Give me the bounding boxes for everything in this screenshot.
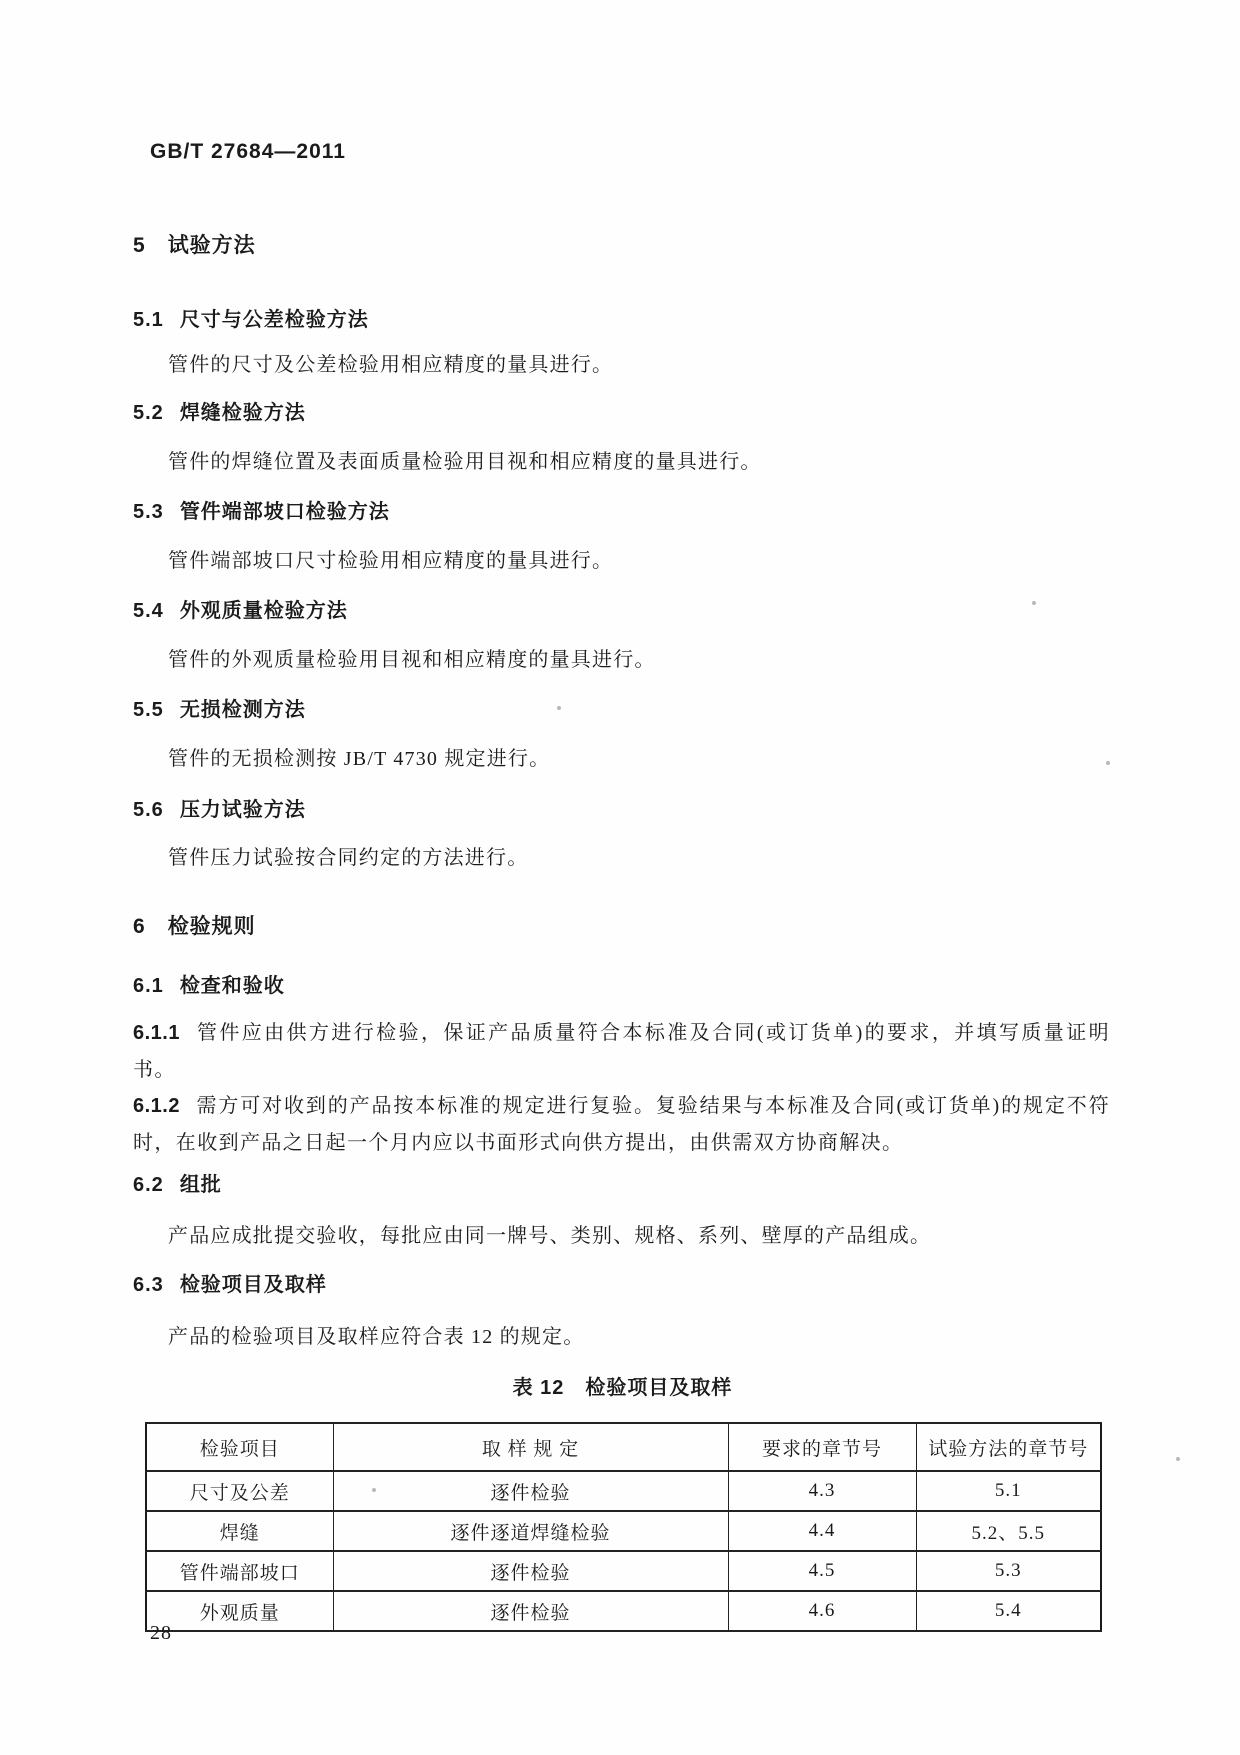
section-title: 检验规则 [167, 915, 256, 938]
col-header-sampling: 取 样 规 定 [333, 1423, 728, 1471]
section-label: 5.4 [133, 600, 164, 622]
section-title: 焊缝检验方法 [179, 402, 306, 424]
section-label: 5.3 [133, 501, 164, 523]
section-heading-6-2 [133, 1168, 222, 1197]
paragraph-5-5: 管件的无损检测按 JB/T 4730 规定进行。 [168, 748, 551, 770]
section-title: 外观质量检验方法 [179, 600, 348, 622]
section-title: 试验方法 [167, 234, 256, 257]
col-header-item: 检验项目 [146, 1423, 333, 1471]
paragraph-5-6: 管件压力试验按合同约定的方法进行。 [168, 847, 529, 869]
section-label: 6 [133, 915, 146, 938]
section-label: 6.3 [133, 1274, 164, 1296]
section-heading-6-3 [133, 1268, 327, 1297]
cell-sampling: 逐件逐道焊缝检验 [333, 1511, 728, 1551]
section-label: 5.1 [133, 309, 164, 331]
paragraph-6-2: 产品应成批提交验收，每批应由同一牌号、类别、规格、系列、壁厚的产品组成。 [168, 1225, 932, 1247]
paragraph-6-3: 产品的检验项目及取样应符合表 12 的规定。 [168, 1326, 585, 1348]
col-header-test-method-clause: 试验方法的章节号 [916, 1423, 1101, 1471]
cell-item: 管件端部坡口 [146, 1551, 333, 1591]
cell-requirement-clause: 4.5 [728, 1551, 916, 1591]
page-number: 28 [150, 1622, 172, 1644]
section-heading-5-5 [133, 693, 306, 722]
scan-speck [1106, 761, 1110, 765]
section-label: 5.2 [133, 402, 164, 424]
standard-number: GB/T 27684—2011 [150, 140, 346, 163]
scan-speck [1032, 601, 1036, 605]
cell-sampling: 逐件检验 [333, 1471, 728, 1511]
section-label: 6.1 [133, 975, 164, 997]
table-12-inspection-items [145, 1422, 1102, 1632]
cell-test-method-clause: 5.1 [916, 1471, 1101, 1511]
table-row [146, 1471, 1101, 1511]
section-label: 5.6 [133, 799, 164, 821]
section-heading-5-1 [133, 303, 369, 332]
section-label: 5.5 [133, 699, 164, 721]
section-label: 5 [133, 234, 146, 257]
paragraph-5-3: 管件端部坡口尺寸检验用相应精度的量具进行。 [168, 550, 614, 572]
scan-speck [372, 1488, 376, 1492]
section-title: 检验项目及取样 [179, 1274, 327, 1296]
section-title: 检查和验收 [179, 975, 285, 997]
section-title: 组批 [179, 1174, 222, 1196]
cell-test-method-clause: 5.2、5.5 [916, 1511, 1101, 1551]
paragraph-5-2: 管件的焊缝位置及表面质量检验用目视和相应精度的量具进行。 [168, 451, 762, 473]
paragraph-5-1: 管件的尺寸及公差检验用相应精度的量具进行。 [168, 354, 614, 376]
section-heading-5-2 [133, 396, 306, 425]
paragraph-6-1-1 [133, 1015, 1110, 1089]
cell-test-method-clause: 5.4 [916, 1591, 1101, 1631]
cell-requirement-clause: 4.3 [728, 1471, 916, 1511]
table-row [146, 1591, 1101, 1631]
section-heading-5-4 [133, 594, 348, 623]
table-row [146, 1551, 1101, 1591]
cell-sampling: 逐件检验 [333, 1551, 728, 1591]
paragraph-5-4: 管件的外观质量检验用目视和相应精度的量具进行。 [168, 649, 656, 671]
scan-speck [557, 706, 561, 710]
clause-text: 管件应由供方进行检验，保证产品质量符合本标准及合同(或订货单)的要求，并填写质量证明书。 [133, 1022, 1110, 1081]
clause-text: 需方可对收到的产品按本标准的规定进行复验。复验结果与本标准及合同(或订货单)的规定不符时，在收到产品之日起一个月内应以书面形式向供方提出，由供需双方协商解决。 [133, 1095, 1110, 1154]
section-title: 无损检测方法 [179, 699, 306, 721]
cell-requirement-clause: 4.4 [728, 1511, 916, 1551]
section-title: 尺寸与公差检验方法 [179, 309, 369, 331]
scan-speck [1176, 1457, 1180, 1461]
cell-test-method-clause: 5.3 [916, 1551, 1101, 1591]
section-label: 6.2 [133, 1174, 164, 1196]
section-title: 压力试验方法 [179, 799, 306, 821]
paragraph-6-1-2 [133, 1088, 1110, 1162]
section-heading-5 [133, 229, 256, 259]
clause-label: 6.1.1 [133, 1022, 180, 1044]
section-heading-5-3 [133, 495, 390, 524]
section-heading-6-1 [133, 969, 285, 998]
clause-label: 6.1.2 [133, 1095, 180, 1117]
table-header-row [146, 1423, 1101, 1471]
cell-item: 焊缝 [146, 1511, 333, 1551]
section-title: 管件端部坡口检验方法 [179, 501, 390, 523]
cell-item: 尺寸及公差 [146, 1471, 333, 1511]
cell-requirement-clause: 4.6 [728, 1591, 916, 1631]
table-12-title: 表 12 检验项目及取样 [512, 1377, 733, 1399]
cell-sampling: 逐件检验 [333, 1591, 728, 1631]
col-header-requirement-clause: 要求的章节号 [728, 1423, 916, 1471]
section-heading-5-6 [133, 793, 306, 822]
section-heading-6 [133, 910, 256, 940]
table-row [146, 1511, 1101, 1551]
cell-item: 外观质量 [146, 1591, 333, 1631]
